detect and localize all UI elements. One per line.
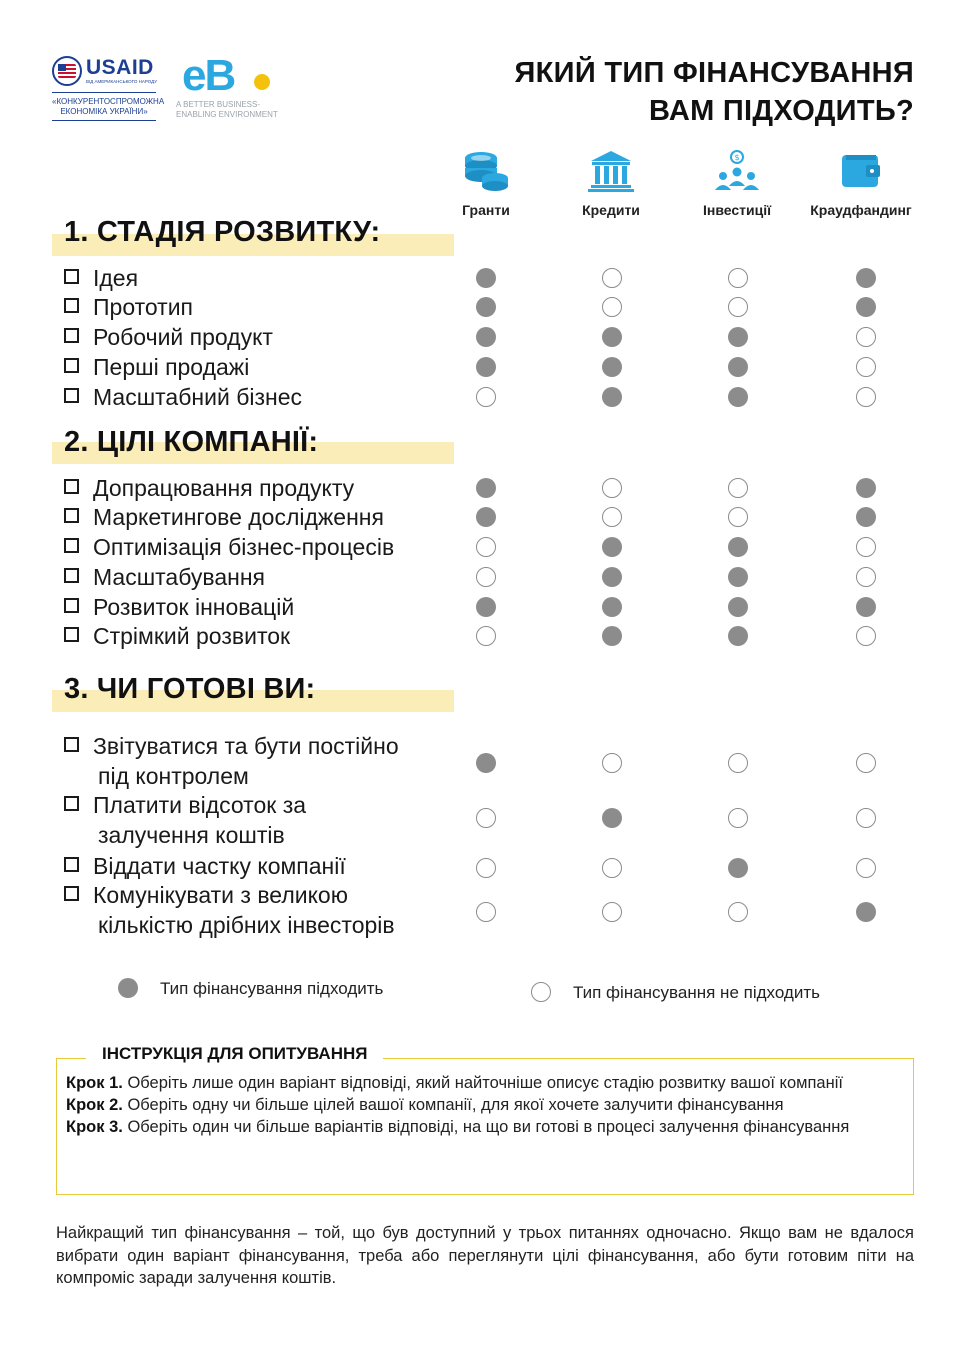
empty-circle-icon xyxy=(856,327,876,347)
criteria-text: Перші продажі xyxy=(93,354,250,380)
filled-circle-icon xyxy=(476,327,496,347)
column-loans xyxy=(546,150,676,218)
criteria-label[interactable] xyxy=(64,851,346,881)
filled-circle-icon xyxy=(602,567,622,587)
criteria-text: залучення коштів xyxy=(98,822,285,848)
eb-logo xyxy=(176,52,286,122)
criteria-label[interactable] xyxy=(64,621,290,651)
section-title: 2. ЦІЛІ КОМПАНІЇ: xyxy=(64,426,319,458)
instructions-title: ІНСТРУКЦІЯ ДЛЯ ОПИТУВАННЯ xyxy=(86,1044,383,1064)
criteria-text: Допрацювання продукту xyxy=(93,475,355,501)
filled-circle-icon xyxy=(118,978,138,998)
empty-circle-icon xyxy=(476,858,496,878)
wallet-icon xyxy=(836,150,886,192)
filled-circle-icon xyxy=(602,327,622,347)
filled-circle-icon xyxy=(856,902,876,922)
filled-circle-icon xyxy=(602,597,622,617)
legend-label: Тип фінансування не підходить xyxy=(573,983,820,1002)
checkbox[interactable] xyxy=(64,598,79,613)
column-crowdfunding xyxy=(796,150,926,218)
checkbox[interactable] xyxy=(64,328,79,343)
step-text: Оберіть один чи більше варіантів відповіді, на що ви готові в процесі залучення фінансування xyxy=(127,1118,850,1136)
empty-circle-icon xyxy=(602,297,622,317)
empty-circle-icon xyxy=(476,387,496,407)
filled-circle-icon xyxy=(602,387,622,407)
column-investments xyxy=(672,150,802,218)
filled-circle-icon xyxy=(602,357,622,377)
filled-circle-icon xyxy=(856,597,876,617)
checkbox[interactable] xyxy=(64,737,79,752)
bank-icon xyxy=(586,150,636,192)
criteria-text: Масштабний бізнес xyxy=(93,384,303,410)
criteria-text: кількістю дрібних інвесторів xyxy=(98,912,395,938)
empty-circle-icon xyxy=(531,982,551,1002)
usaid-wordmark: USAID xyxy=(86,56,154,79)
filled-circle-icon xyxy=(728,597,748,617)
filled-circle-icon xyxy=(728,387,748,407)
eb-dot-icon xyxy=(254,74,270,90)
criteria-label[interactable] xyxy=(64,352,249,382)
checkbox[interactable] xyxy=(64,479,79,494)
filled-circle-icon xyxy=(476,478,496,498)
checkbox[interactable] xyxy=(64,796,79,811)
investors-icon xyxy=(712,150,762,192)
step-label: Крок 2. xyxy=(66,1096,123,1114)
usaid-program-name: «КОНКУРЕНТОСПРОМОЖНА ЕКОНОМІКА УКРАЇНИ» xyxy=(52,97,165,116)
empty-circle-icon xyxy=(856,357,876,377)
section-title: 1. СТАДІЯ РОЗВИТКУ: xyxy=(64,216,381,248)
criteria-label[interactable] xyxy=(64,263,138,293)
empty-circle-icon xyxy=(728,268,748,288)
filled-circle-icon xyxy=(476,507,496,527)
filled-circle-icon xyxy=(728,858,748,878)
checkbox[interactable] xyxy=(64,857,79,872)
footer-note: Найкращий тип фінансування – той, що був доступний у трьох питаннях одночасно. Якщо вам не вдалося вибрати один варіант фінансування, треба або переглянути цілі фінансування, або бути готовим піти на компроміс заради залучення коштів. xyxy=(56,1224,914,1287)
criteria-label[interactable] xyxy=(64,382,302,412)
criteria-text: під контролем xyxy=(98,763,249,789)
filled-circle-icon xyxy=(728,357,748,377)
empty-circle-icon xyxy=(602,902,622,922)
svg-text:$: $ xyxy=(734,153,740,162)
criteria-text: Стрімкий розвиток xyxy=(93,623,291,649)
section-title: 3. ЧИ ГОТОВІ ВИ: xyxy=(64,673,316,705)
empty-circle-icon xyxy=(856,626,876,646)
checkbox[interactable] xyxy=(64,538,79,553)
step-text: Оберіть одну чи більше цілей вашої компанії, для якої хочете залучити фінансування xyxy=(127,1096,784,1114)
title-line-1: ЯКИЙ ТИП ФІНАНСУВАННЯ xyxy=(514,57,914,89)
step-text: Оберіть лише один варіант відповіді, який найточніше описує стадію розвитку вашої компанії xyxy=(127,1074,843,1092)
column-label: Інвестиції xyxy=(702,202,772,218)
criteria-label[interactable] xyxy=(64,790,306,850)
criteria-text: Розвиток інновацій xyxy=(93,594,295,620)
column-grants xyxy=(421,150,551,218)
instruction-step xyxy=(66,1094,902,1116)
empty-circle-icon xyxy=(602,858,622,878)
criteria-text: Маркетингове дослідження xyxy=(93,504,384,530)
usaid-seal-icon xyxy=(52,56,82,86)
usaid-logo xyxy=(52,54,165,124)
title-line-2: ВАМ ПІДХОДИТЬ? xyxy=(649,95,914,127)
instructions-body xyxy=(66,1072,902,1138)
empty-circle-icon xyxy=(728,902,748,922)
empty-circle-icon xyxy=(856,753,876,773)
empty-circle-icon xyxy=(476,537,496,557)
empty-circle-icon xyxy=(602,268,622,288)
checkbox[interactable] xyxy=(64,568,79,583)
usaid-tagline: ВІД АМЕРИКАНСЬКОГО НАРОДУ xyxy=(86,79,158,84)
filled-circle-icon xyxy=(728,327,748,347)
filled-circle-icon xyxy=(476,297,496,317)
criteria-label[interactable] xyxy=(64,502,384,532)
filled-circle-icon xyxy=(602,537,622,557)
criteria-text: Оптимізація бізнес-процесів xyxy=(93,534,395,560)
empty-circle-icon xyxy=(856,567,876,587)
checkbox[interactable] xyxy=(64,627,79,642)
criteria-label[interactable] xyxy=(64,592,294,622)
empty-circle-icon xyxy=(476,626,496,646)
column-label: Гранти xyxy=(462,202,510,218)
criteria-text: Ідея xyxy=(93,265,139,291)
filled-circle-icon xyxy=(602,626,622,646)
checkbox[interactable] xyxy=(64,298,79,313)
empty-circle-icon xyxy=(856,808,876,828)
checkbox[interactable] xyxy=(64,358,79,373)
empty-circle-icon xyxy=(476,808,496,828)
criteria-label[interactable] xyxy=(64,532,394,562)
checkbox[interactable] xyxy=(64,508,79,523)
empty-circle-icon xyxy=(602,753,622,773)
checkbox[interactable] xyxy=(64,886,79,901)
empty-circle-icon xyxy=(728,507,748,527)
criteria-label[interactable] xyxy=(64,880,395,940)
filled-circle-icon xyxy=(856,268,876,288)
criteria-text: Прототип xyxy=(93,294,194,320)
filled-circle-icon xyxy=(856,478,876,498)
criteria-label[interactable] xyxy=(64,562,265,592)
column-label: Кредити xyxy=(582,202,640,218)
eb-tagline: A BETTER BUSINESS-ENABLING ENVIRONMENT xyxy=(176,100,278,119)
divider xyxy=(52,92,156,93)
criteria-label[interactable] xyxy=(64,322,273,352)
empty-circle-icon xyxy=(856,537,876,557)
filled-circle-icon xyxy=(728,537,748,557)
checkbox[interactable] xyxy=(64,269,79,284)
step-label: Крок 3. xyxy=(66,1118,123,1136)
filled-circle-icon xyxy=(476,753,496,773)
filled-circle-icon xyxy=(476,268,496,288)
criteria-label[interactable] xyxy=(64,292,193,322)
criteria-text: Віддати частку компанії xyxy=(93,853,346,879)
filled-circle-icon xyxy=(856,507,876,527)
empty-circle-icon xyxy=(602,507,622,527)
filled-circle-icon xyxy=(476,597,496,617)
step-label: Крок 1. xyxy=(66,1074,123,1092)
criteria-text: Масштабування xyxy=(93,564,266,590)
empty-circle-icon xyxy=(728,478,748,498)
column-label: Краудфандинг xyxy=(810,202,912,218)
filled-circle-icon xyxy=(728,567,748,587)
eb-wordmark: eB xyxy=(182,51,235,100)
empty-circle-icon xyxy=(856,858,876,878)
criteria-text: Звітуватися та бути постійно xyxy=(93,733,399,759)
instruction-step xyxy=(66,1116,902,1138)
criteria-label[interactable] xyxy=(64,473,354,503)
empty-circle-icon xyxy=(856,387,876,407)
empty-circle-icon xyxy=(728,808,748,828)
page-title xyxy=(515,54,914,130)
filled-circle-icon xyxy=(602,808,622,828)
criteria-label[interactable] xyxy=(64,731,399,791)
empty-circle-icon xyxy=(602,478,622,498)
criteria-text: Платити відсоток за xyxy=(93,792,307,818)
criteria-text: Комунікувати з великою xyxy=(93,882,348,908)
empty-circle-icon xyxy=(728,753,748,773)
instruction-step xyxy=(66,1072,902,1094)
empty-circle-icon xyxy=(476,567,496,587)
checkbox[interactable] xyxy=(64,388,79,403)
criteria-text: Робочий продукт xyxy=(93,324,273,350)
legend-label: Тип фінансування підходить xyxy=(160,979,384,998)
divider xyxy=(52,120,156,121)
filled-circle-icon xyxy=(476,357,496,377)
filled-circle-icon xyxy=(728,626,748,646)
coins-icon xyxy=(461,150,511,192)
empty-circle-icon xyxy=(476,902,496,922)
empty-circle-icon xyxy=(728,297,748,317)
filled-circle-icon xyxy=(856,297,876,317)
